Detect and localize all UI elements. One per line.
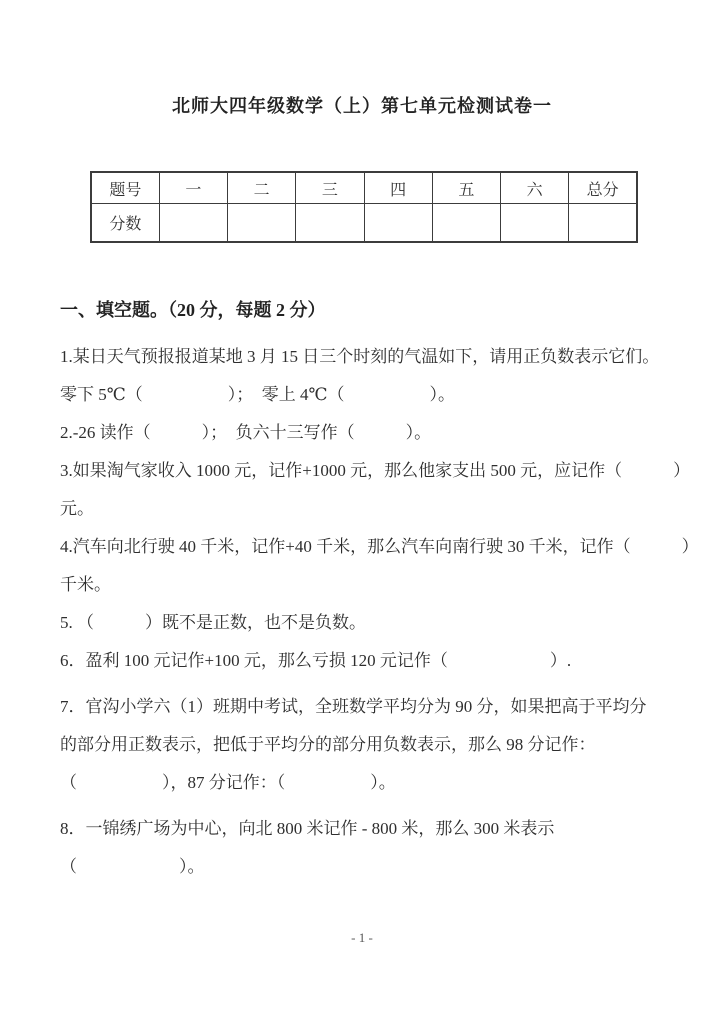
question-2 [60,414,674,452]
section-one-heading: 一、填空题。（20 分，每题 2 分） [60,300,326,320]
score-table-header-cell: 三 [296,172,364,204]
question-3 [60,452,691,528]
question-1-line-2: 零下 5℃（ ）； 零上 4℃（ ）。 [60,385,456,404]
question-4-line-1: 4.汽车向北行驶 40 千米，记作+40 千米，那么汽车向南行驶 30 千米，记作（ ） [60,537,699,556]
score-cell-empty [432,204,500,243]
score-table-score-row [91,204,637,243]
score-table [90,171,638,243]
question-8-line-2: （ ）。 [60,857,205,876]
question-3-line-1: 3.如果淘气家收入 1000 元，记作+1000 元，那么他家支出 500 元，应记作（ ） [60,461,691,480]
score-cell-empty [296,204,364,243]
score-cell-empty [159,204,227,243]
question-1 [60,338,674,414]
score-table-header-cell: 题号 [91,172,159,204]
score-cell-empty [569,204,637,243]
document-title: 北师大四年级数学（上）第七单元检测试卷一 [172,96,552,116]
score-cell-empty [364,204,432,243]
question-8 [60,810,674,886]
question-3-line-2: 元。 [60,499,94,518]
question-6-line-1: 6．盈利 100 元记作+100 元，那么亏损 120 元记作（ ）. [60,651,572,670]
score-table-header-cell: 五 [432,172,500,204]
score-cell-empty [228,204,296,243]
page-number: - 1 - [351,930,373,945]
score-table-header-cell: 六 [501,172,569,204]
question-7-line-3: （ ），87 分记作：（ ）。 [60,773,396,792]
score-table-header-cell: 二 [228,172,296,204]
question-7-line-2: 的部分用正数表示，把低于平均分的部分用负数表示，那么 98 分记作： [60,735,596,754]
section-one [60,298,699,886]
score-table-header-row [91,172,637,204]
score-cell-empty [501,204,569,243]
question-1-line-1: 1.某日天气预报报道某地 3 月 15 日三个时刻的气温如下，请用正负数表示它们。 [60,347,660,366]
score-table-header-cell: 总分 [569,172,637,204]
score-row-label: 分数 [91,204,159,243]
score-table-header-cell: 一 [159,172,227,204]
question-4 [60,528,699,604]
question-6 [60,642,674,680]
question-7-line-1: 7．官沟小学六（1）班期中考试，全班数学平均分为 90 分，如果把高于平均分 [60,697,647,716]
question-4-line-2: 千米。 [60,575,111,594]
score-table-header-cell: 四 [364,172,432,204]
question-8-line-1: 8．一锦绣广场为中心，向北 800 米记作 - 800 米，那么 300 米表示 [60,819,555,838]
question-7 [60,688,674,802]
question-5 [60,604,674,642]
question-5-line-1: 5. （ ）既不是正数，也不是负数。 [60,613,366,632]
question-2-line-1: 2.-26 读作（ ）； 负六十三写作（ ）。 [60,423,432,442]
